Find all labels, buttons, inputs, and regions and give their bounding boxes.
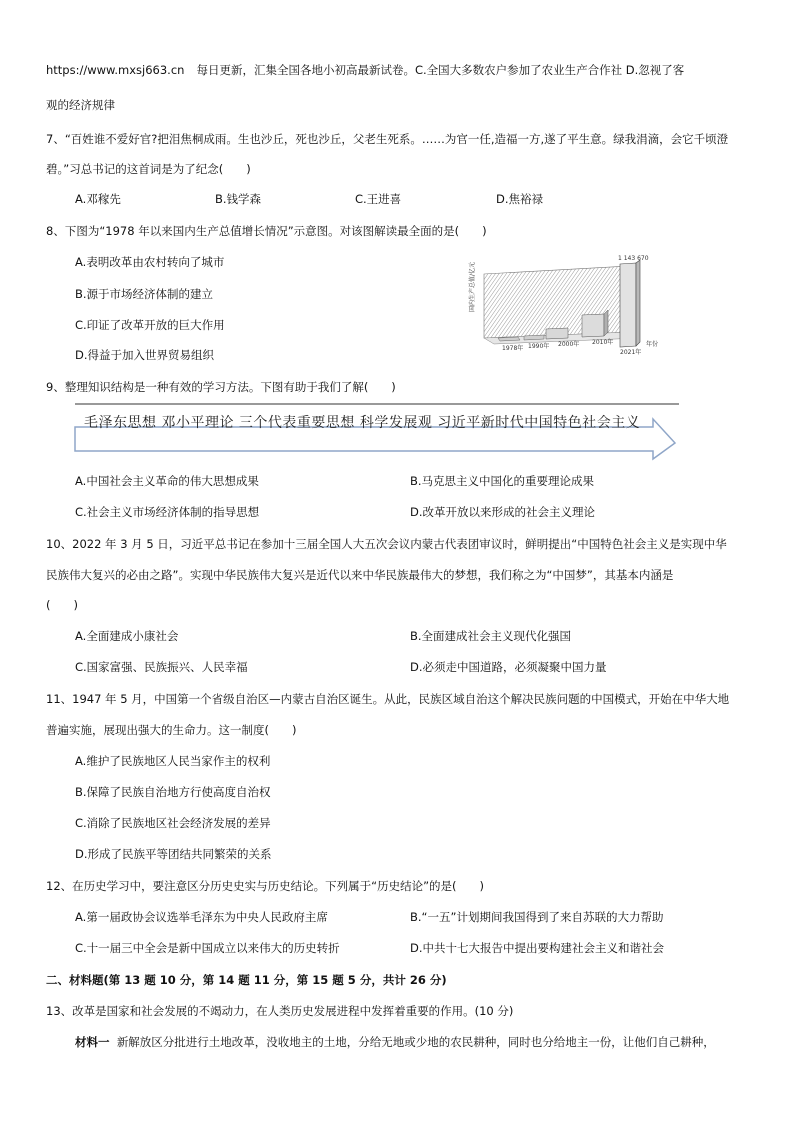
previous-question-options: C.全国大多数农户参加了农业生产合作社 D.忽视了客 [414,63,685,77]
q10-stem-line1: 10、2022 年 3 月 5 日，习近平总书记在参加十三届全国人大五次会议内蒙古代表团审议时，鲜明提出“中国特色社会主义是实现中华 [46,537,727,551]
q10-option-b: B.全面建成社会主义现代化强国 [410,629,572,643]
q11-stem-line2: 普遍实施，展现出强大的生命力。这一制度( ) [46,723,297,737]
q7-option-d: D.焦裕禄 [496,192,544,206]
q11-option-b: B.保障了民族自治地方行使高度自治权 [75,785,271,799]
bar-2021 [620,263,636,347]
q12-stem: 12、在历史学习中，要注意区分历史史实与历史结论。下列属于“历史结论”的是( ) [46,879,485,893]
q12-option-b: B.“一五”计划期间我国得到了来自苏联的大力帮助 [410,910,664,924]
q8-option-a: A.表明改革由农村转向了城市 [75,255,225,269]
q11-stem-line1: 11、1947 年 5 月，中国第一个省级自治区—内蒙古自治区诞生。从此，民族区域自治这个解决民族问题的中国模式，开始在中华大地 [46,692,730,706]
q7-stem-line2: 碧。”习总书记的这首词是为了纪念( ) [46,162,251,176]
q11-option-d: D.形成了民族平等团结共同繁荣的关系 [75,847,272,861]
previous-question-continued: 观的经济规律 [46,98,115,112]
bar-1978 [498,337,520,341]
q10-option-a: A.全面建成小康社会 [75,629,179,643]
q8-option-d: D.得益于加入世界贸易组织 [75,348,215,362]
q8-option-b: B.源于市场经济体制的建立 [75,287,214,301]
header-line [46,62,684,78]
chart-x-2021: 2021年 [620,349,642,356]
chart-x-2000: 2000年 [558,341,580,348]
theory-arrow-text: 毛泽东思想 邓小平理论 三个代表重要思想 科学发展观 习近平新时代中国特色社会主义 [84,415,641,431]
chart-x-2010: 2010年 [592,339,614,346]
q9-option-b: B.马克思主义中国化的重要理论成果 [410,474,595,488]
chart-x-1990: 1990年 [528,343,550,350]
q12-option-d: D.中共十七大报告中提出要构建社会主义和谐社会 [410,941,665,955]
q10-stem-line3: ( ) [46,598,78,612]
q11-option-a: A.维护了民族地区人民当家作主的权利 [75,754,271,768]
bar-2010-side [604,310,608,336]
q9-option-a: A.中国社会主义革命的伟大思想成果 [75,474,259,488]
q13-stem: 13、改革是国家和社会发展的不竭动力，在人类历史发展进程中发挥着重要的作用。(10 分) [46,1004,514,1018]
q13-material-1 [75,1034,715,1050]
bar-2010 [582,314,604,337]
q10-option-c: C.国家富强、民族振兴、人民幸福 [75,660,248,674]
q12-option-c: C.十一届三中全会是新中国成立以来伟大的历史转折 [75,941,340,955]
chart-x-1978: 1978年 [502,345,524,352]
source-url: https://www.mxsj663.cn [46,63,185,77]
q12-option-a: A.第一届政协会议选举毛泽东为中央人民政府主席 [75,910,328,924]
chart-top-value: 1 143 670 [618,255,649,262]
q7-option-c: C.王进喜 [355,192,402,206]
material-1-label: 材料一 [75,1035,110,1049]
q8-option-c: C.印证了改革开放的巨大作用 [75,318,225,332]
q7-stem-line1: 7、“百姓谁不爱好官?把泪焦桐成雨。生也沙丘，死也沙丘，父老生死系。……为官一任,造福一方,遂了平生意。绿我涓滴，会它千顷澄 [46,132,729,146]
q9-option-c: C.社会主义市场经济体制的指导思想 [75,505,260,519]
q7-option-b: B.钱学森 [215,192,262,206]
q10-stem-line2: 民族伟大复兴的必由之路”。实现中华民族伟大复兴是近代以来中华民族最伟大的梦想，我们称之为“中国梦”，其基本内涵是 [46,568,674,582]
q9-stem: 9、整理知识结构是一种有效的学习方法。下图有助于我们了解( ) [46,380,396,394]
material-1-text: 新解放区分批进行土地改革，没收地主的土地，分给无地或少地的农民耕种，同时也分给地主一份，让他们自己耕种， [116,1035,715,1049]
chart-y-label: 国内生产总值/亿元 [469,261,476,312]
section-2-title: 二、材料题(第 13 题 10 分，第 14 题 11 分，第 15 题 5 分，共计 26 分) [46,973,447,987]
chart-x-unit: 年份 [646,341,659,348]
q8-stem: 8、下图为“1978 年以来国内生产总值增长情况”示意图。对该图解读最全面的是( ) [46,224,487,238]
source-tagline: 每日更新，汇集全国各地小初高最新试卷。 [196,63,415,77]
bar-2021-side [636,260,640,346]
q9-option-d: D.改革开放以来形成的社会主义理论 [410,505,596,519]
bar-1990 [524,335,544,340]
bar-2000 [546,328,568,339]
q10-option-d: D.必须走中国道路，必须凝聚中国力量 [410,660,607,674]
q11-option-c: C.消除了民族地区社会经济发展的差异 [75,816,271,830]
gdp-growth-chart-image [470,252,670,358]
q7-option-a: A.邓稼先 [75,192,121,206]
